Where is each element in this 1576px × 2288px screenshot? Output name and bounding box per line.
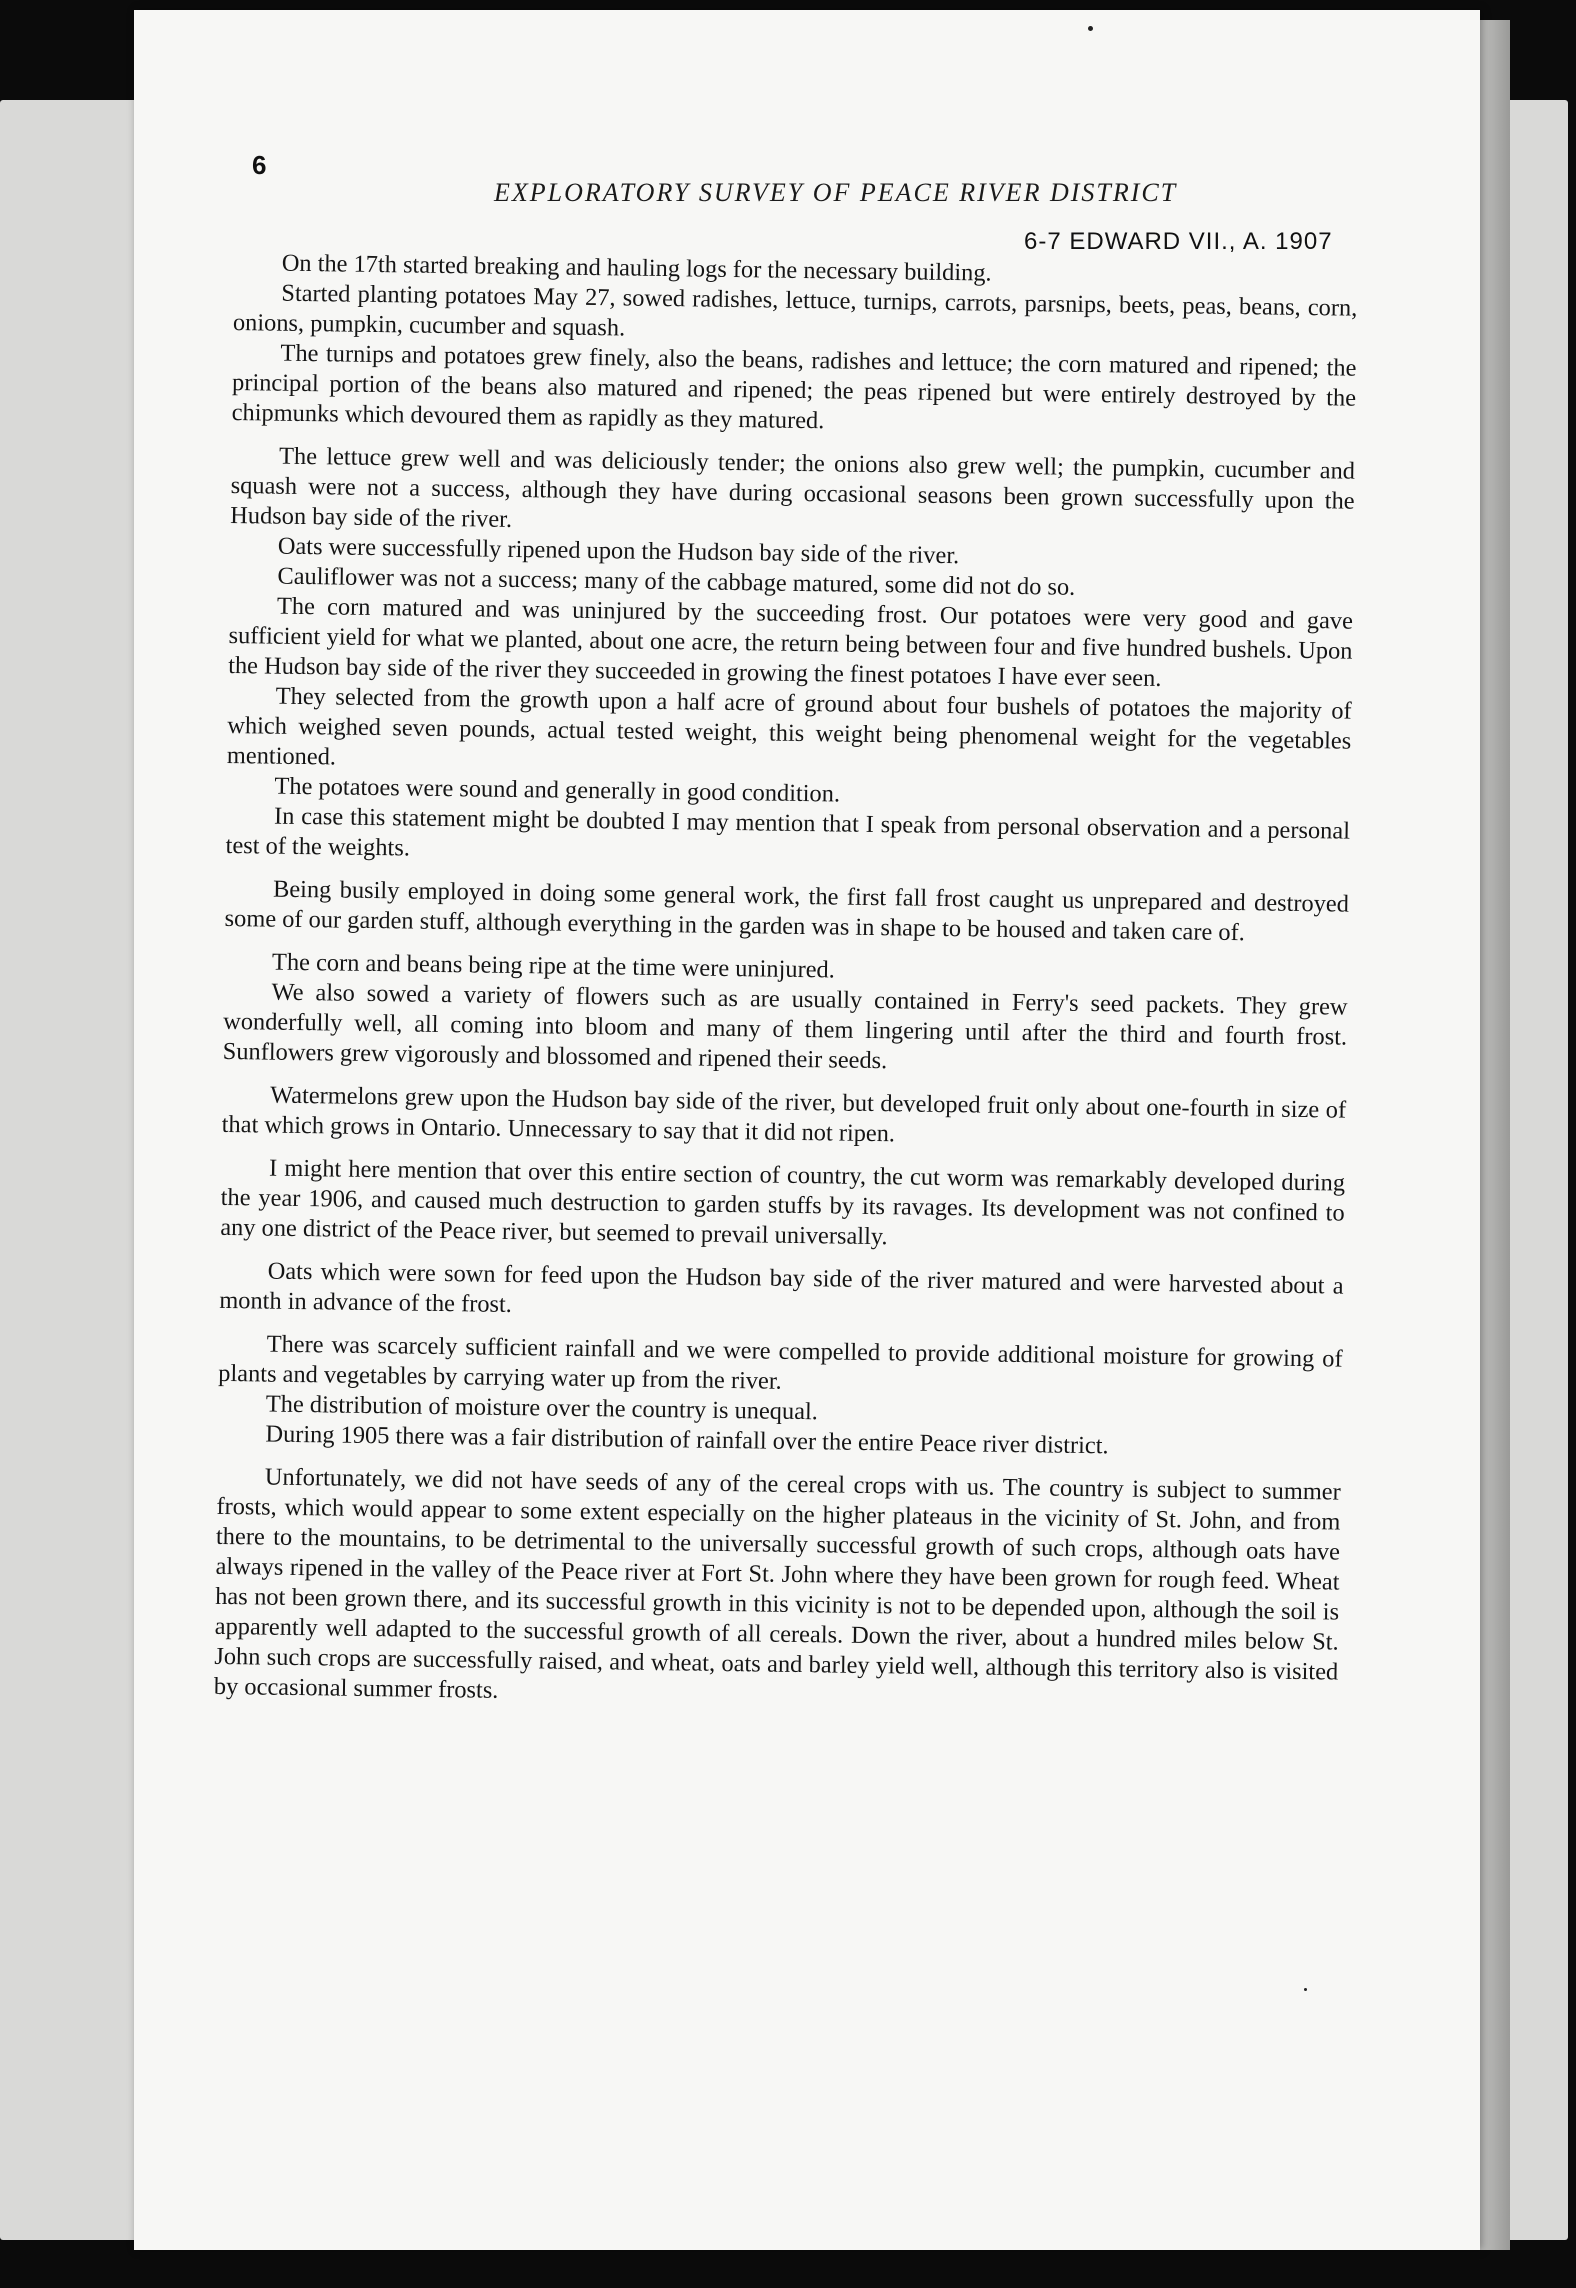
session-reference: 6-7 EDWARD VII., A. 1907 xyxy=(1024,228,1333,255)
paragraph: The corn and beans being ripe at the time were uninjured. xyxy=(271,948,835,984)
paragraph: Oats were successfully ripened upon the Hudson bay side of the river. xyxy=(277,532,960,570)
paragraph: They selected from the growth upon a half acre of ground about four bushels of potatoes the majority of which weighed seven pounds, actual tested weight, this weight being phenomenal weight for the vegetables mentioned. xyxy=(226,682,1352,771)
paragraph: The corn matured and was uninjured by the succeeding frost. Our potatoes were very good and gave sufficient yield for what we planted, about one acre, the return being between four and five hundred bushels. Upon the Hudson bay side of the river they succeeded in growing the finest potatoes I have ever seen. xyxy=(227,592,1354,692)
paragraph: There was scarcely sufficient rainfall and we were compelled to provide additional moisture for growing of plants and vegetables by carrying water up from the river. xyxy=(218,1330,1343,1395)
paragraph: Being busily employed in doing some general work, the first fall frost caught us unprepared and destroyed some of our garden stuff, although everything in the garden was in shape to be housed and taken care of. xyxy=(224,875,1350,947)
paragraph: The potatoes were sound and generally in good condition. xyxy=(274,772,841,808)
paragraph: On the 17th started breaking and hauling logs for the necessary building. xyxy=(281,249,992,287)
scan-speck xyxy=(1088,26,1093,31)
paragraph: We also sowed a variety of flowers such as are usually contained in Ferry's seed packets. They grew wonderfully well, all coming into bloom and many of them lingering until after the third and fourth frost. Sunflowers grew vigorously and blossomed and ripened their seeds. xyxy=(222,978,1348,1075)
paragraph: The turnips and potatoes grew finely, also the beans, radishes and lettuce; the corn matured and ripened; the principal portion of the beans also matured and ripened; the peas ripened but were entirely destroyed by the chipmunks which devoured them as rapidly as they matured. xyxy=(231,339,1357,435)
paragraph: The distribution of moisture over the country is unequal. xyxy=(265,1390,819,1426)
body-text xyxy=(214,248,1358,1718)
paragraph: Oats which were sown for feed upon the Hudson bay side of the river matured and were harvested about a month in advance of the frost. xyxy=(219,1257,1344,1318)
paragraph: Watermelons grew upon the Hudson bay side of the river, but developed fruit only about one-fourth in size of that which grows in Ontario. Unnecessary to say that it did not ripen. xyxy=(221,1081,1347,1148)
paragraph: Started planting potatoes May 27, sowed radishes, lettuce, turnips, carrots, parsnips, beets, peas, beans, corn, onions, pumpkin, cucumber and squash. xyxy=(232,279,1358,342)
running-title: EXPLORATORY SURVEY OF PEACE RIVER DISTRICT xyxy=(494,178,1178,207)
paragraph: Unfortunately, we did not have seeds of any of the cereal crops with us. The country is subject to summer frosts, which would appear to some extent especially on the higher plateaus in the vicinity of St. John, and from there to the mountains, to be detrimental to the universally successful growth of such crops, although oats have always ripened in the valley of the Peace river at Fort St. John where they have been grown for rough feed. Wheat has not been grown there, and its successful growth in this vicinity is not to be depended upon, although the soil is apparently well adapted to the successful growth of all cereals. Down the river, about a hundred miles below St. John such crops are successfully raised, and wheat, oats and barley yield well, although this territory also is visited by occasional summer frosts. xyxy=(213,1463,1341,1704)
paragraph: During 1905 there was a fair distribution of rainfall over the entire Peace river district. xyxy=(265,1420,1109,1460)
page-number: 6 xyxy=(252,150,267,180)
scan-speck xyxy=(1304,1988,1307,1991)
document-page xyxy=(134,10,1480,2250)
paragraph: Cauliflower was not a success; many of the cabbage matured, some did not do so. xyxy=(277,562,1076,601)
paragraph: The lettuce grew well and was deliciously tender; the onions also grew well; the pumpkin, cucumber and squash were not a success, although they have during occasional seasons been grown successfully upon the Hudson bay side of the river. xyxy=(230,442,1356,533)
paragraph: In case this statement might be doubted I may mention that I speak from personal observation and a personal test of the weights. xyxy=(225,802,1351,862)
paragraph: I might here mention that over this entire section of country, the cut worm was remarkably developed during the year 1906, and caused much destruction to garden stuffs by its ravages. Its development was not confined to any one district of the Peace river, but seemed to prevail universally. xyxy=(220,1154,1346,1251)
